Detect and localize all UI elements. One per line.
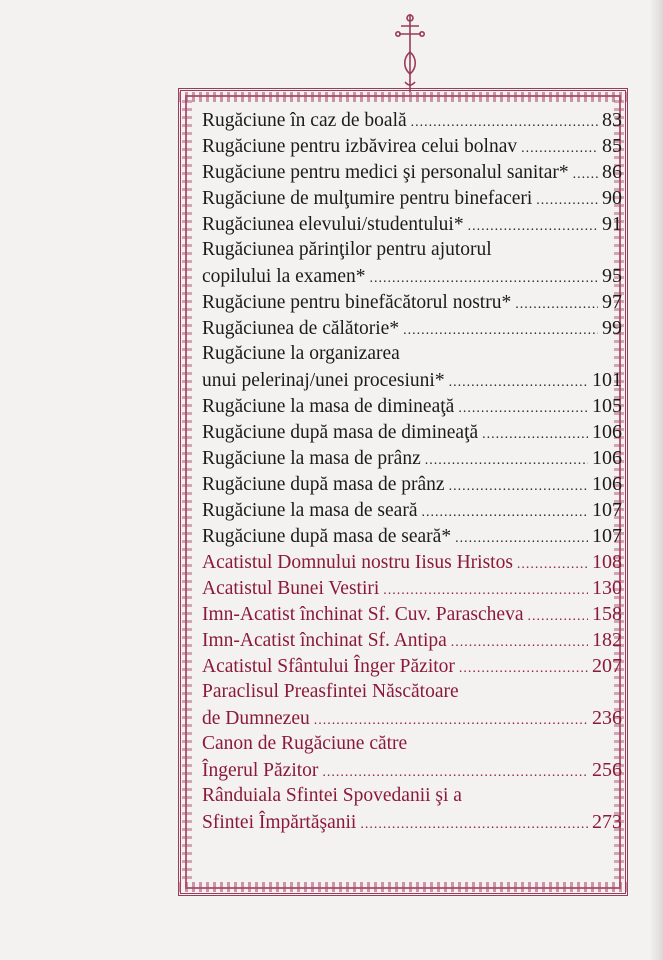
toc-page-number: 256 [592,759,622,781]
toc-entry-title: Îngerul Păzitor [202,760,319,781]
toc-page-number: 95 [602,265,622,287]
toc-page-number: 86 [602,161,622,183]
toc-entry-title: Rugăciune la masa de dimineaţă [202,396,455,417]
toc-entry [202,627,622,653]
toc-entry-line [202,601,622,627]
toc-entry-line [202,211,622,237]
toc-entry [202,133,622,159]
dot-leader [573,162,598,188]
toc-entry-line [202,731,622,757]
toc-entry-title: Rugăciunea de călătorie* [202,318,400,339]
dot-leader [536,188,598,214]
toc-entry-title: Rânduiala Sfintei Spovedanii şi a [202,785,462,806]
dot-leader [421,500,588,526]
toc-entry-title: Paraclisul Preasfintei Născătoare [202,681,459,702]
dot-leader [482,422,588,448]
toc-entry-line [202,341,622,367]
toc-entry-title: Rugăciune la organizarea [202,343,400,364]
toc-entry [202,783,622,835]
dot-leader [383,578,588,604]
toc-page-number: 182 [592,629,622,651]
toc-entry [202,731,622,783]
orthodox-cross-icon [393,12,427,94]
toc-entry [202,575,622,601]
toc-page-number: 158 [592,603,622,625]
toc-entry-title: de Dumnezeu [202,708,310,729]
toc-entry-line [202,679,622,705]
toc-entry-title: Rugăciune pentru izbăvirea celui bolnav [202,136,518,157]
toc-entry-line [202,809,622,835]
toc-entry [202,393,622,419]
page-edge-shadow [649,0,663,960]
toc-page-number: 107 [592,525,622,547]
dot-leader [370,266,598,292]
toc-page-number: 108 [592,551,622,573]
toc-page-number: 105 [592,395,622,417]
toc-page-number: 273 [592,811,622,833]
toc-entry [202,523,622,549]
dot-leader [449,474,588,500]
toc-entry-title: Acatistul Sfântului Înger Păzitor [202,656,455,677]
toc-entry-line [202,523,622,549]
toc-entry [202,159,622,185]
toc-entry-title: Imn-Acatist închinat Sf. Cuv. Parascheva [202,604,524,625]
toc-entry-line [202,237,622,263]
toc-entry-line [202,315,622,341]
toc-entry [202,315,622,341]
toc-entry [202,471,622,497]
dot-leader [403,318,598,344]
toc-entry [202,653,622,679]
toc-page-number: 130 [592,577,622,599]
toc-page-number: 99 [602,317,622,339]
dot-leader [458,396,588,422]
dot-leader [411,110,598,136]
toc-entry [202,211,622,237]
toc-entry-line [202,757,622,783]
toc-entry [202,445,622,471]
toc-entry [202,549,622,575]
toc-entry [202,107,622,133]
toc-entry-title: Rugăciune pentru binefăcătorul nostru* [202,292,512,313]
toc-entry [202,185,622,211]
frame-border-left [182,100,192,882]
toc-entry-line [202,263,622,289]
toc-entry-title: Acatistul Bunei Vestiri [202,578,380,599]
toc-entry-line [202,653,622,679]
toc-entry-title: Canon de Rugăciune către [202,733,408,754]
toc-entry-title: Rugăciunea părinţilor pentru ajutorul [202,239,492,260]
toc-entry-line [202,419,622,445]
dot-leader [459,656,588,682]
toc-entry-title: Rugăciune după masa de dimineaţă [202,422,479,443]
toc-entry-title: Rugăciune la masa de prânz [202,448,421,469]
toc-entry [202,289,622,315]
toc-entry-title: Rugăciune de mulţumire pentru binefaceri [202,188,533,209]
toc-entry-title: Rugăciune la masa de seară [202,500,418,521]
toc-entry-line [202,367,622,393]
dot-leader [527,604,588,630]
toc-entry-line [202,185,622,211]
toc-entry-line [202,159,622,185]
dot-leader [455,526,588,552]
toc-entry-line [202,393,622,419]
toc-page-number: 106 [592,421,622,443]
toc-entry-title: Acatistul Domnului nostru Iisus Hristos [202,552,513,573]
toc-entry [202,601,622,627]
dot-leader [449,370,588,396]
toc-entry-title: Rugăciunea elevului/studentului* [202,214,464,235]
frame-border-top [178,92,628,102]
dot-leader [451,630,588,656]
dot-leader [360,812,588,838]
toc-entry-title: Rugăciune pentru medici şi personalul sanitar* [202,162,569,183]
toc-entry-line [202,471,622,497]
toc-entry-title: Rugăciune după masa de prânz [202,474,445,495]
toc-entry-title: Rugăciune în caz de boală [202,110,407,131]
toc-entry-line [202,549,622,575]
dot-leader [521,136,598,162]
toc-page-number: 106 [592,473,622,495]
toc-entry [202,419,622,445]
toc-page-number: 91 [602,213,622,235]
toc-page-number: 85 [602,135,622,157]
toc-entry-title: Rugăciune după masa de seară* [202,526,452,547]
toc-entry [202,237,622,289]
dot-leader [425,448,588,474]
toc-page-number: 90 [602,187,622,209]
toc-entry-line [202,497,622,523]
toc-entry-line [202,627,622,653]
toc-entry-line [202,445,622,471]
toc-entry [202,679,622,731]
frame-border-bottom [178,882,628,892]
toc-page-number: 106 [592,447,622,469]
toc-entry-line [202,783,622,809]
toc-entry-title: Sfintei Împărtăşanii [202,812,357,833]
dot-leader [515,292,598,318]
toc-entry-line [202,575,622,601]
toc-page-number: 236 [592,707,622,729]
toc-entry-line [202,289,622,315]
toc-page-number: 101 [592,369,622,391]
toc-entry-line [202,107,622,133]
toc-entry-line [202,133,622,159]
toc-entry [202,497,622,523]
toc-page-number: 97 [602,291,622,313]
toc-entry-line [202,705,622,731]
toc-page-number: 107 [592,499,622,521]
dot-leader [517,552,588,578]
toc-page-number: 83 [602,109,622,131]
toc-entry-title: Imn-Acatist închinat Sf. Antipa [202,630,447,651]
toc-entry-title: unui pelerinaj/unei procesiuni* [202,370,445,391]
toc-page-number: 207 [592,655,622,677]
toc-entry-title: copilului la examen* [202,266,366,287]
toc-entry [202,341,622,393]
table-of-contents [202,107,622,835]
